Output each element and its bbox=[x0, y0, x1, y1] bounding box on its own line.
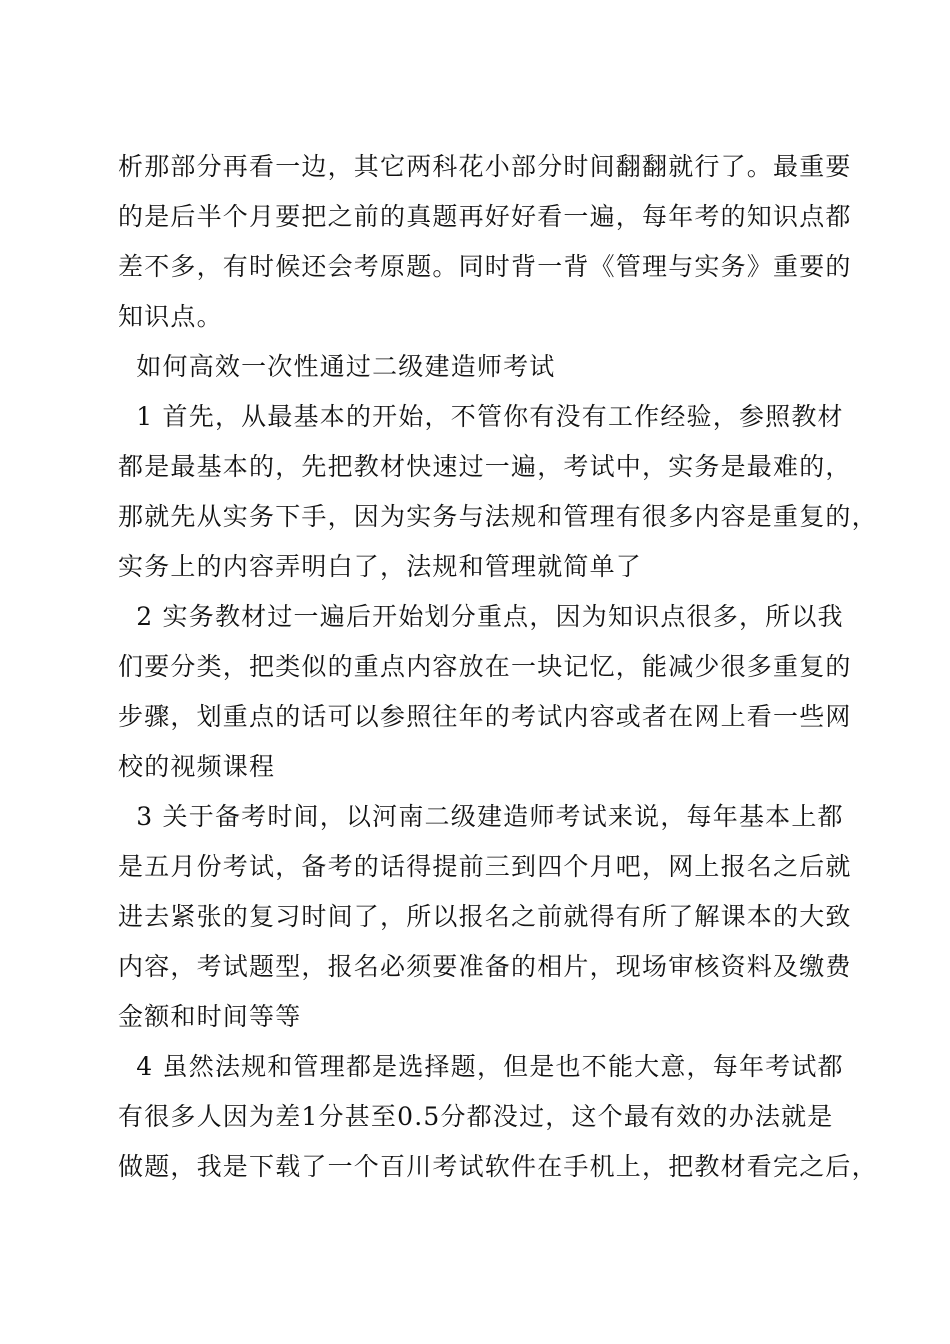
paragraph bbox=[118, 592, 852, 792]
text-line: 的是后半个月要把之前的真题再好好看一遍，每年考的知识点都 bbox=[118, 202, 852, 231]
heading-line: 如何高效一次性通过二级建造师考试 bbox=[118, 352, 556, 381]
text-line: 析那部分再看一边，其它两科花小部分时间翻翻就行了。最重要 bbox=[118, 152, 852, 181]
text-line: 有很多人因为差1分甚至0.5分都没过，这个最有效的办法就是 bbox=[118, 1102, 834, 1131]
text-line: 进去紧张的复习时间了，所以报名之前就得有所了解课本的大致 bbox=[118, 902, 852, 931]
text-line: 2 实务教材过一遍后开始划分重点，因为知识点很多，所以我 bbox=[118, 602, 844, 631]
paragraph bbox=[118, 1042, 878, 1192]
text-line: 内容，考试题型，报名必须要准备的相片，现场审核资料及缴费 bbox=[118, 952, 852, 981]
text-line: 金额和时间等等 bbox=[118, 1002, 302, 1031]
text-line: 1 首先，从最基本的开始，不管你有没有工作经验，参照教材 bbox=[118, 402, 844, 431]
text-line: 实务上的内容弄明白了，法规和管理就简单了 bbox=[118, 552, 643, 581]
text-line: 3 关于备考时间，以河南二级建造师考试来说，每年基本上都 bbox=[118, 802, 844, 831]
section-heading bbox=[118, 342, 838, 392]
paragraph bbox=[118, 392, 878, 592]
text-line: 4 虽然法规和管理都是选择题，但是也不能大意，每年考试都 bbox=[118, 1052, 844, 1081]
text-line: 都是最基本的，先把教材快速过一遍，考试中，实务是最难的， bbox=[118, 452, 852, 481]
document-body bbox=[118, 142, 878, 1192]
text-line: 们要分类，把类似的重点内容放在一块记忆，能减少很多重复的 bbox=[118, 652, 852, 681]
text-line: 是五月份考试，备考的话得提前三到四个月吧，网上报名之后就 bbox=[118, 852, 852, 881]
text-line: 校的视频课程 bbox=[118, 752, 276, 781]
text-line: 差不多，有时候还会考原题。同时背一背《管理与实务》重要的 bbox=[118, 252, 852, 281]
text-line: 做题，我是下载了一个百川考试软件在手机上，把教材看完之后， bbox=[118, 1152, 878, 1181]
text-line: 步骤，划重点的话可以参照往年的考试内容或者在网上看一些网 bbox=[118, 702, 852, 731]
text-line: 知识点。 bbox=[118, 302, 223, 331]
paragraph bbox=[118, 792, 852, 1042]
text-line: 那就先从实务下手，因为实务与法规和管理有很多内容是重复的， bbox=[118, 502, 878, 531]
paragraph bbox=[118, 142, 852, 342]
